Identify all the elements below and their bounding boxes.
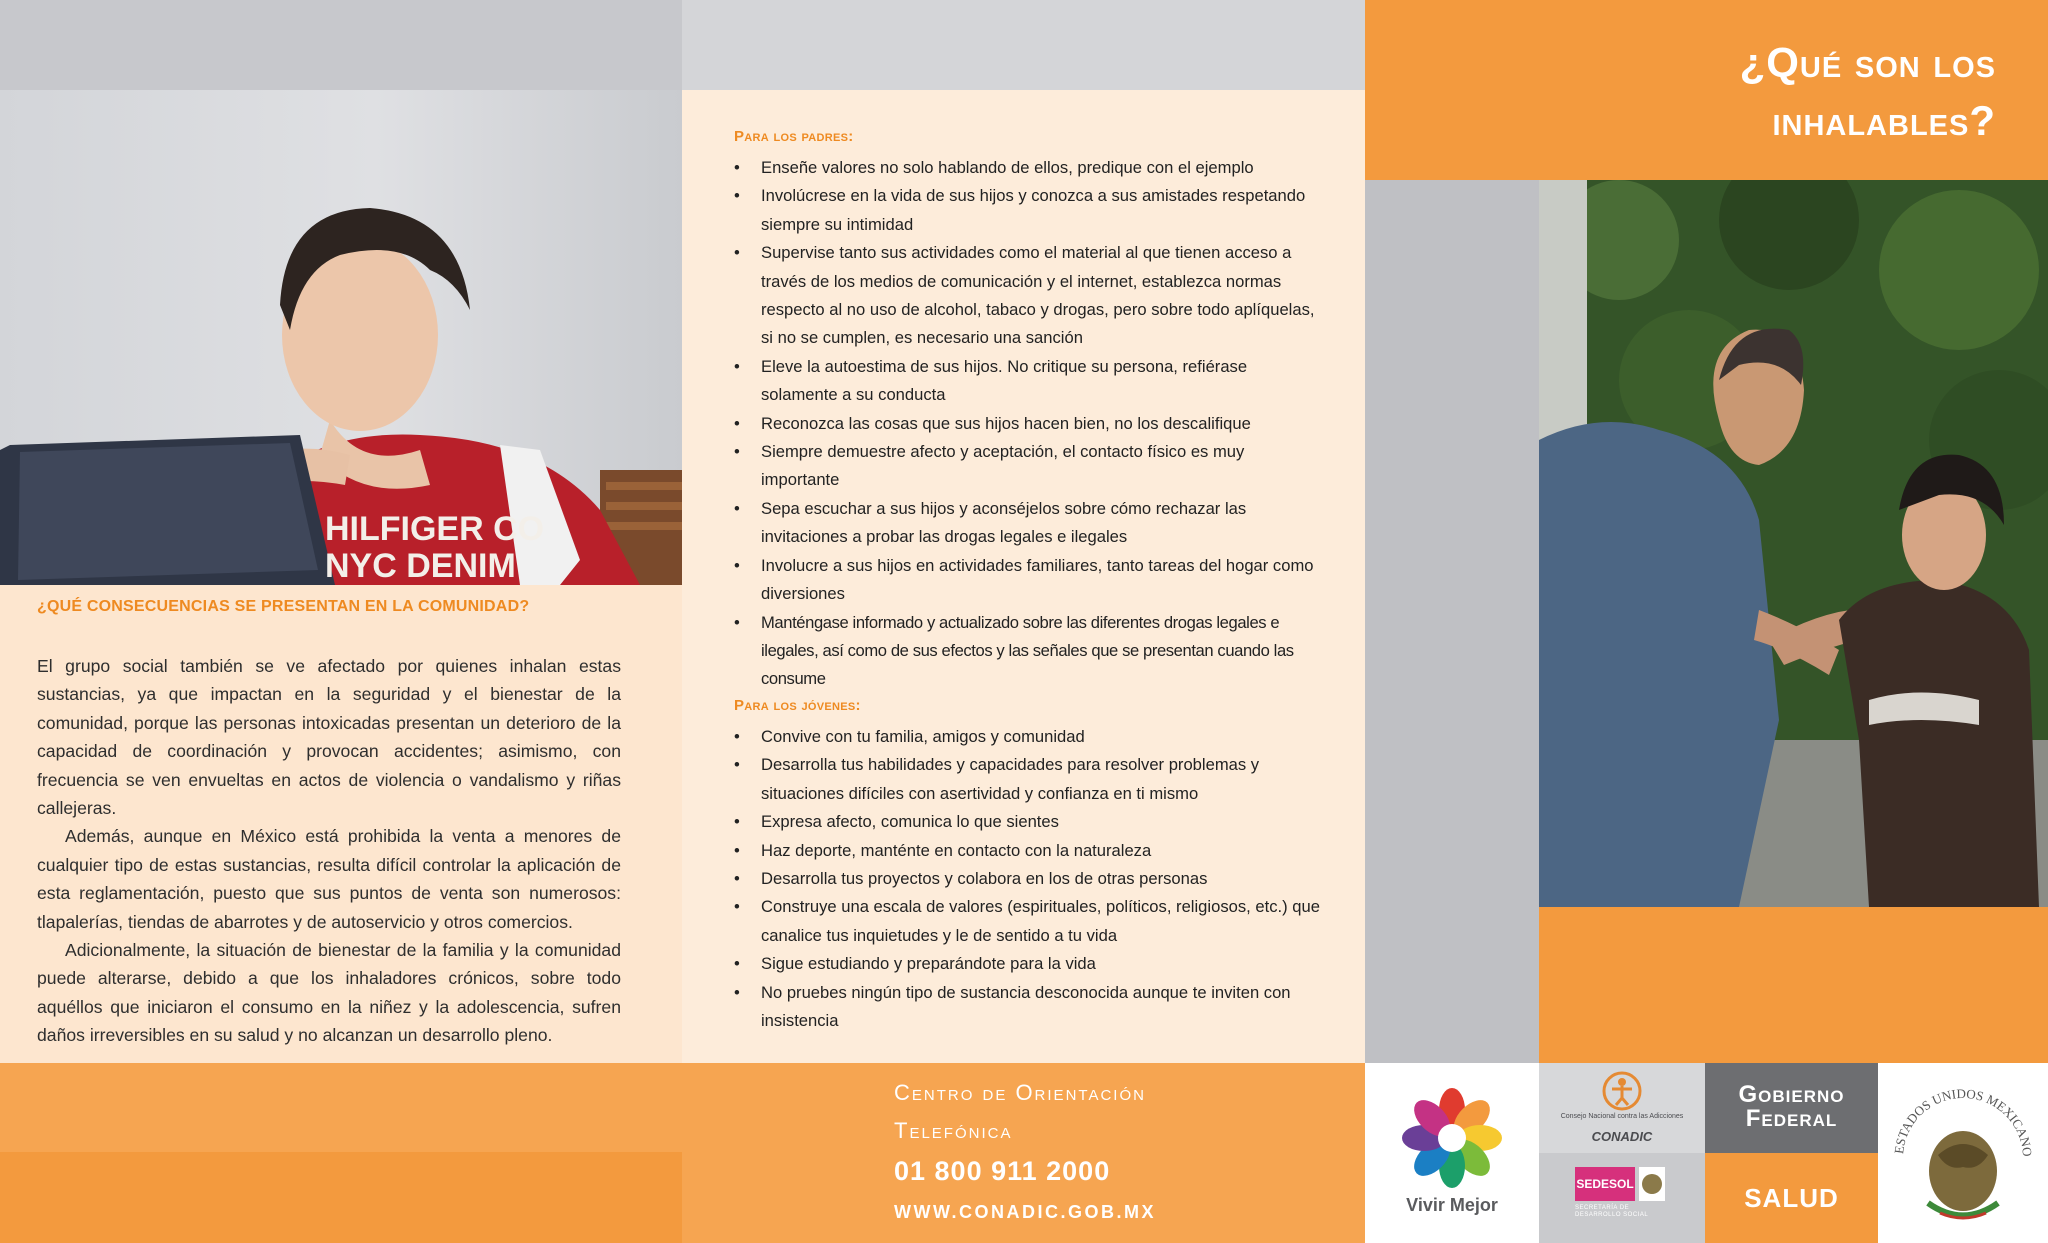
paragraph: Adicionalmente, la situación de bienestar de la familia y la comunidad puede alterarse, debido a que los inhaladores crónicos, sobre todo aquéllos que iniciaron el consumo en la niñez y la adolescencia, sufren daños irreversibles en su salud y no alcanzan un desarrollo pleno. [37,940,621,1046]
left-bottom-band [0,1063,682,1152]
list-item: • Desarrolla tus habilidades y capacidades para resolver problemas y situaciones difíciles con asertividad y confianza en ti mismo [734,751,1324,808]
paragraph: Además, aunque en México está prohibida la venta a menores de cualquier tipo de estas sustancias, resulta difícil controlar la aplicación de esta reglamentación, puesto que sus puntos de venta son numerosos: tlapalerías, tiendas de abarrotes y de autoservicio y otros comercios. [37,826,621,932]
phone-number: 01 800 911 2000 [894,1156,1111,1186]
list-item: • Sigue estudiando y preparándote para la vida [734,950,1324,978]
eagle-seal-icon [1639,1167,1665,1201]
vivir-mejor-label: Vivir Mejor [1406,1195,1498,1215]
sedesol-full-name: SECRETARÍA DE DESARROLLO SOCIAL [1575,1205,1649,1218]
left-top-band [0,0,682,90]
gobierno-federal-logo [1705,1063,1878,1153]
list-item: • Construye una escala de valores (espirituales, políticos, religiosos, etc.) que canalice tus inquietudes y le de sentido a tu vida [734,893,1324,950]
salud-label: SALUD [1744,1183,1839,1213]
list-item: • Desarrolla tus proyectos y colabora en los de otras personas [734,865,1324,893]
gobierno-federal-label [1705,1083,1878,1131]
boy-laptop-illustration [0,90,682,585]
right-orange-block [1539,907,2048,1063]
boy-laptop-photo [0,90,682,585]
list-item: • Sepa escuchar a sus hijos y aconséjelos sobre cómo rechazar las invitaciones a probar las drogas legales e ilegales [734,495,1324,552]
father-son-photo [1539,180,2048,907]
coat-of-arms-icon [1878,1063,2048,1243]
community-consequences-body [37,652,621,1050]
list-item: • Enseñe valores no solo hablando de ellos, predique con el ejemplo [734,154,1324,182]
list-item: • Supervise tanto sus actividades como el material al que tienen acceso a través de los medios de comunicación y el internet, establezca normas respecto al no uso de alcohol, tabaco y drogas, pero sobre todo aplíquelas, si no se cumplen, es necesario una sanción [734,239,1324,353]
conadic-label: CONADIC [1591,1129,1653,1144]
list-item: • No pruebes ningún tipo de sustancia desconocida aunque te inviten con insistencia [734,979,1324,1036]
conadic-logo [1539,1063,1705,1153]
conadic-emblem-icon [1539,1067,1705,1117]
page-title [1476,34,1996,150]
shirt-text-line2: NYC DENIM [325,547,516,585]
middle-top-band [682,0,1365,90]
gobierno-line1: Gobierno [1738,1081,1845,1108]
website-link[interactable]: WWW.CONADIC.GOB.MX [894,1202,1156,1222]
list-item: • Reconozca las cosas que sus hijos hacen bien, no los descalifique [734,410,1324,438]
list-item: • Siempre demuestre afecto y aceptación, el contacto físico es muy importante [734,438,1324,495]
salud-logo [1705,1153,1878,1243]
coat-of-arms-text: ESTADOS UNIDOS MEXICANO [1891,1085,2036,1158]
vivir-mejor-logo [1365,1063,1539,1243]
list-item: • Involucre a sus hijos en actividades familiares, tanto tareas del hogar como diversiones [734,552,1324,609]
youth-heading: Para los jóvenes: [734,697,861,714]
father-son-illustration [1539,180,2048,907]
community-consequences-heading: ¿QUÉ CONSECUENCIAS SE PRESENTAN EN LA COMUNIDAD? [37,598,530,615]
right-grey-column [1365,180,1539,1063]
gobierno-line2: Federal [1745,1105,1838,1132]
shirt-print [325,510,544,585]
list-item: • Eleve la autoestima de sus hijos. No critique su persona, refiérase solamente a su conducta [734,353,1324,410]
list-item: • Convive con tu familia, amigos y comunidad [734,723,1324,751]
left-bottom-band-lower [0,1152,682,1243]
conadic-full-name: Consejo Nacional contra las Adicciones [1560,1113,1684,1120]
youth-list [734,723,1324,1035]
list-item: • Haz deporte, manténte en contacto con la naturaleza [734,837,1324,865]
contact-center-line2: Telefónica [894,1118,1013,1143]
title-line2: inhalables? [1772,97,1996,144]
flower-icon [1365,1063,1539,1243]
list-item: • Involúcrese en la vida de sus hijos y conozca a sus amistades respetando siempre su intimidad [734,182,1324,239]
sedesol-label: SEDESOL [1575,1167,1635,1201]
paragraph: El grupo social también se ve afectado por quienes inhalan estas sustancias, ya que impactan en la seguridad y el bienestar de la comunidad, porque las personas intoxicadas presentan un deterioro de la capacidad de coordinación y provocan accidentes; asimismo, con frecuencia se ven envueltas en actos de violencia o vandalismo y riñas callejeras. [37,656,621,819]
contact-block [894,1074,1156,1232]
sedesol-logo [1539,1153,1705,1243]
parents-list [734,154,1324,694]
list-item: • Expresa afecto, comunica lo que sientes [734,808,1324,836]
mexico-coat-of-arms [1878,1063,2048,1243]
parents-heading: Para los padres: [734,128,854,145]
title-line1: ¿Qué son los [1739,39,1996,86]
list-item: • Manténgase informado y actualizado sobre las diferentes drogas legales e ilegales, así como de sus efectos y las señales que se presentan cuando las consume [734,609,1324,694]
contact-center-line1: Centro de Orientación [894,1080,1146,1105]
shirt-text-line1: HILFIGER CO [325,510,545,548]
